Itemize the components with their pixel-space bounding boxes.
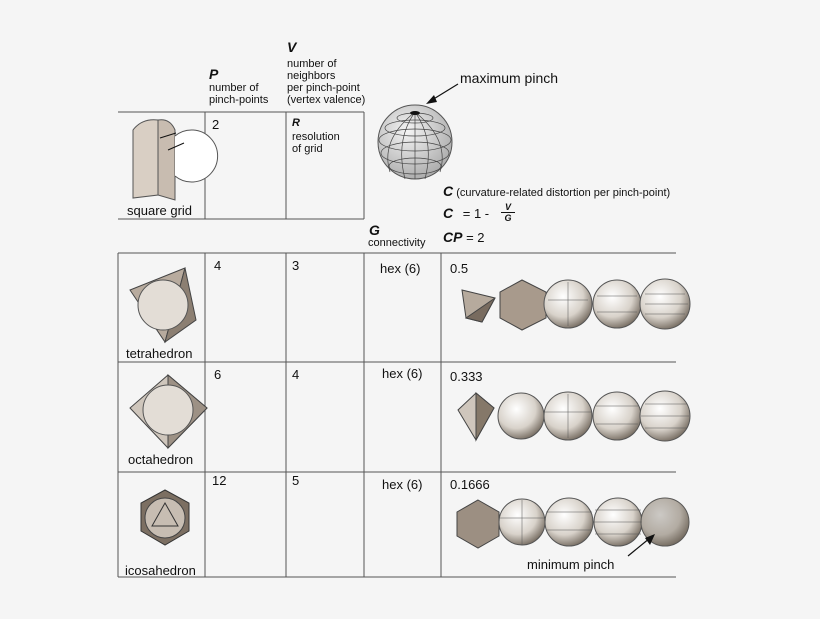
min-pinch-label: minimum pinch (527, 557, 615, 572)
v-desc-line4: (vertex valence) (287, 94, 366, 106)
max-pinch-label: maximum pinch (460, 70, 559, 86)
tetra-g: hex (6) (380, 261, 421, 276)
icosa-label: icosahedron (125, 563, 196, 578)
octa-label: octahedron (128, 452, 194, 467)
square-grid-label: square grid (127, 203, 193, 218)
icosa-c: 0.1666 (450, 477, 490, 492)
tetra-label: tetrahedron (126, 346, 193, 361)
v-desc-line2: neighbors (287, 70, 336, 82)
octa-p: 6 (214, 367, 222, 382)
tetra-sequence (462, 279, 690, 330)
square-grid-sheet (133, 120, 218, 200)
p-desc-line1: number of (209, 82, 259, 94)
max-pinch-arrow (432, 84, 458, 100)
tetra-v: 3 (292, 258, 300, 273)
octa-g: hex (6) (382, 366, 423, 381)
tetra-p: 4 (214, 258, 222, 273)
square-p-value: 2 (212, 117, 220, 132)
v-desc-line1: number of (287, 58, 337, 70)
r-desc-line1: resolution (292, 131, 340, 143)
max-pinch-sphere (378, 105, 452, 179)
g-letter: G (369, 222, 380, 238)
octa-v: 4 (292, 367, 300, 382)
tetra-c: 0.5 (450, 261, 469, 276)
formula-cp: CP (443, 229, 463, 245)
formula-c: C (443, 205, 454, 221)
max-pinch-arrowhead (426, 95, 437, 104)
tetrahedron-figure (130, 268, 196, 342)
octa-sequence (458, 391, 690, 441)
v-desc-line3: per pinch-point (287, 82, 360, 94)
octa-c: 0.333 (450, 369, 483, 384)
r-letter: R (292, 117, 300, 129)
c-letter: C (443, 183, 454, 199)
icosa-sequence (457, 498, 689, 548)
formula-den: G (504, 213, 512, 223)
octahedron-figure (130, 375, 207, 448)
icosa-g: hex (6) (382, 477, 423, 492)
p-header-letter: P (209, 66, 219, 82)
g-desc: connectivity (368, 237, 426, 249)
formula-cp-eq: = 2 (466, 230, 485, 245)
p-desc-line2: pinch-points (209, 94, 269, 106)
r-desc-line2: of grid (292, 143, 323, 155)
c-desc: (curvature-related distortion per pinch-point) (456, 187, 671, 199)
icosa-v: 5 (292, 473, 300, 488)
formula-eq: = 1 - (462, 206, 490, 221)
icosa-p: 12 (212, 473, 227, 488)
icosahedron-figure (141, 490, 189, 545)
formula-num: V (501, 202, 515, 213)
v-header-letter: V (287, 39, 297, 55)
